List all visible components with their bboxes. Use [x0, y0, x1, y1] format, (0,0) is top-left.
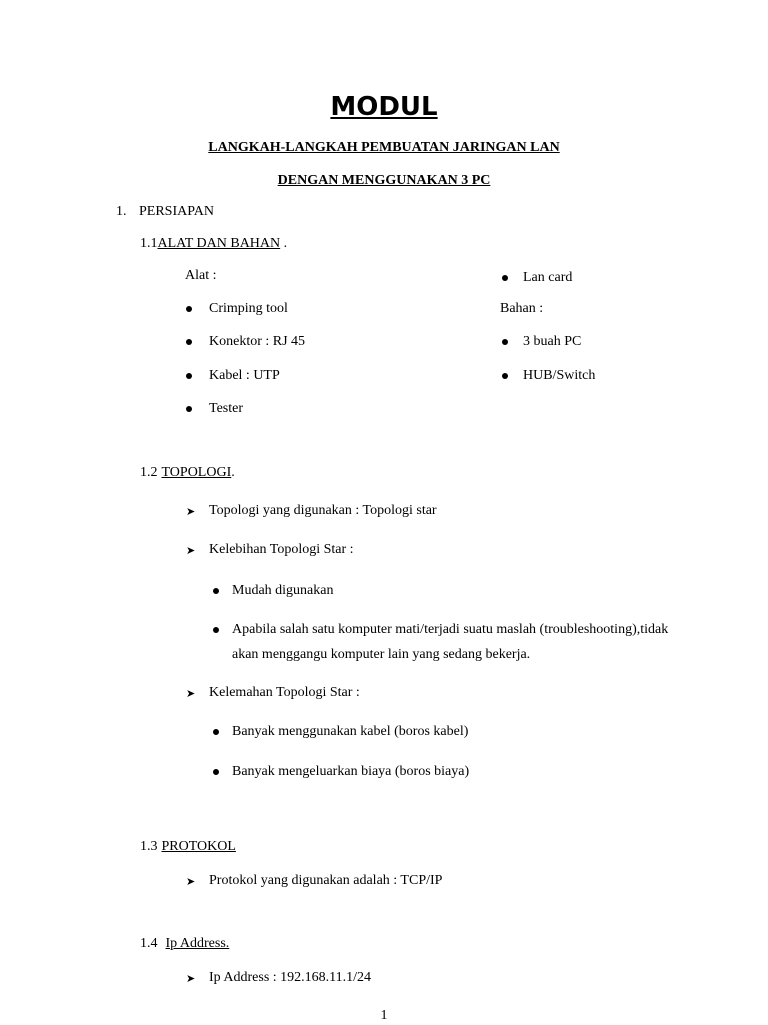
- bullet-icon: [502, 339, 508, 345]
- section-1-1-label: ALAT DAN BAHAN: [157, 236, 281, 251]
- arrow-bullet-icon: ➤: [186, 972, 196, 985]
- kelebihan-item-apabila-cont: akan menggangu komputer lain yang sedang bekerja.: [232, 647, 531, 662]
- bullet-icon: [186, 406, 192, 412]
- section-1-4-label: Ip Address.: [165, 936, 230, 951]
- alat-item-tester: Tester: [209, 401, 244, 416]
- section-1-3-label: PROTOKOL: [161, 839, 236, 854]
- section-1-number: 1.: [116, 204, 127, 219]
- section-1-1-heading: [140, 235, 287, 253]
- page-number: 1: [380, 1008, 388, 1023]
- section-1-2-label: TOPOLOGI: [161, 465, 232, 480]
- section-1-heading: PERSIAPAN: [139, 204, 214, 219]
- bullet-icon: [213, 769, 219, 775]
- bullet-icon: [213, 588, 219, 594]
- bahan-item-pc: 3 buah PC: [523, 334, 582, 349]
- bullet-icon: [213, 729, 219, 735]
- section-1-2-number: 1.2: [140, 465, 158, 480]
- bahan-label: Bahan :: [500, 301, 544, 316]
- topologi-used: Topologi yang digunakan : Topologi star: [209, 503, 437, 518]
- alat-item-kabel: Kabel : UTP: [209, 368, 280, 383]
- section-1-1-number: 1.1: [140, 236, 158, 251]
- kelebihan-label: Kelebihan Topologi Star :: [209, 542, 354, 557]
- document-title: MODUL: [330, 92, 438, 122]
- bahan-item-hub: HUB/Switch: [523, 368, 596, 383]
- arrow-bullet-icon: ➤: [186, 544, 196, 557]
- kelemahan-item-kabel: Banyak menggunakan kabel (boros kabel): [232, 724, 469, 739]
- kelebihan-item-mudah: Mudah digunakan: [232, 583, 334, 598]
- section-1-2-heading: [140, 464, 235, 482]
- bullet-icon: [186, 339, 192, 345]
- section-1-4-number: 1.4: [140, 936, 158, 951]
- arrow-bullet-icon: ➤: [186, 505, 196, 518]
- section-1-2-trail: .: [231, 465, 235, 480]
- ip-address-value: Ip Address : 192.168.11.1/24: [209, 970, 372, 985]
- bullet-icon: [186, 306, 192, 312]
- arrow-bullet-icon: ➤: [186, 687, 196, 700]
- bullet-icon: [186, 373, 192, 379]
- kelemahan-label: Kelemahan Topologi Star :: [209, 685, 360, 700]
- subtitle-line-1: LANGKAH-LANGKAH PEMBUATAN JARINGAN LAN: [208, 140, 560, 155]
- bullet-icon: [502, 373, 508, 379]
- alat-item-lan-card: Lan card: [523, 270, 573, 285]
- alat-item-konektor: Konektor : RJ 45: [209, 334, 306, 349]
- subtitle-line-2: DENGAN MENGGUNAKAN 3 PC: [277, 173, 491, 188]
- alat-label: Alat :: [185, 268, 217, 283]
- protokol-used: Protokol yang digunakan adalah : TCP/IP: [209, 873, 443, 888]
- bullet-icon: [213, 627, 219, 633]
- kelebihan-item-apabila: Apabila salah satu komputer mati/terjadi suatu maslah (troubleshooting),tidak: [232, 622, 669, 637]
- bullet-icon: [502, 275, 508, 281]
- alat-item-crimping: Crimping tool: [209, 301, 288, 316]
- section-1-4-heading: [140, 935, 229, 953]
- section-1-3-number: 1.3: [140, 839, 158, 854]
- section-1-1-trail: .: [280, 236, 288, 251]
- section-1-3-heading: [140, 838, 236, 856]
- arrow-bullet-icon: ➤: [186, 875, 196, 888]
- kelemahan-item-biaya: Banyak mengeluarkan biaya (boros biaya): [232, 764, 470, 779]
